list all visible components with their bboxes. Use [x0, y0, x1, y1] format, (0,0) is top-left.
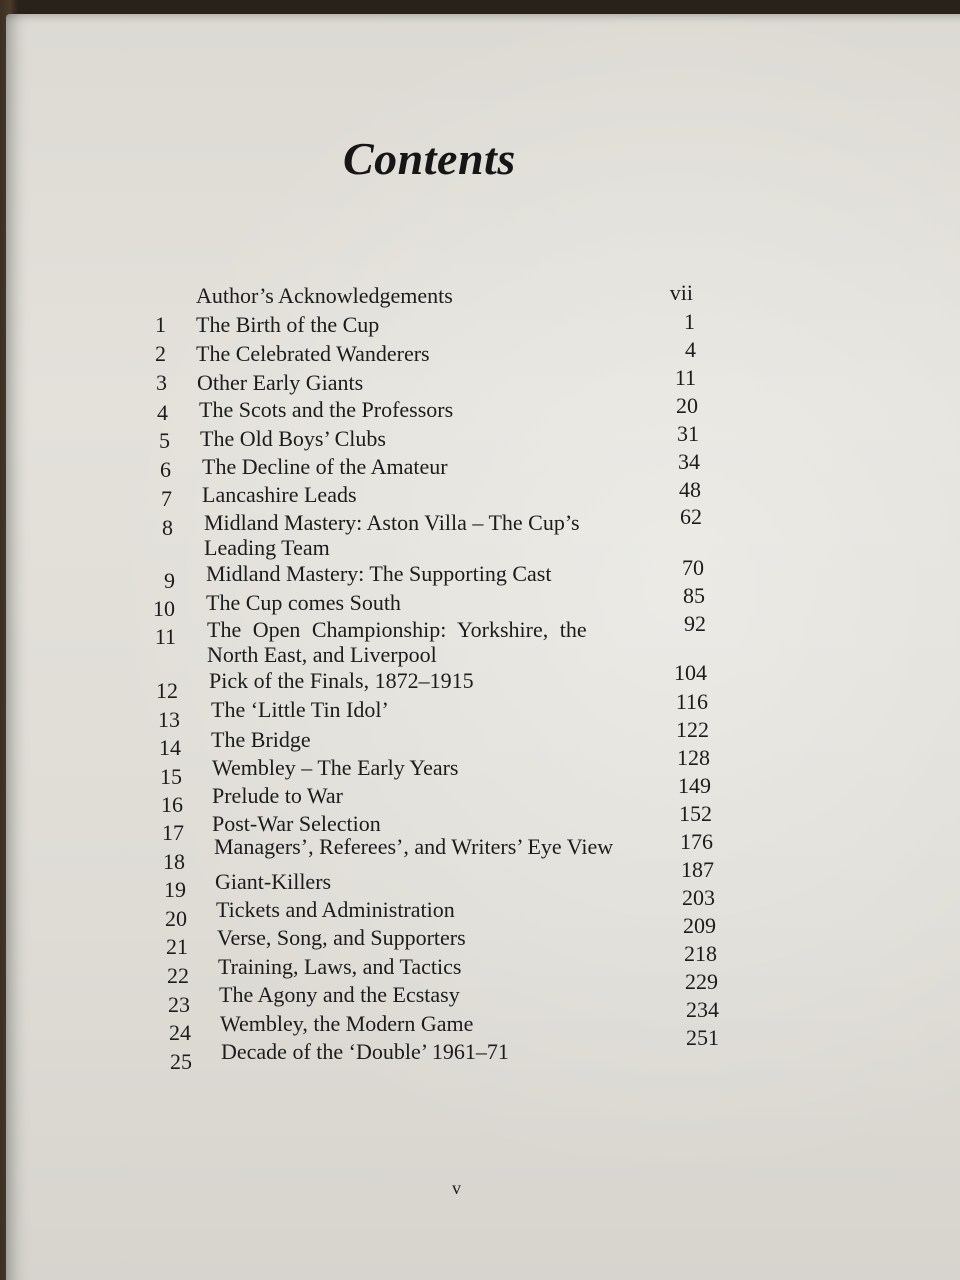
toc-chapter-title: The Celebrated Wanderers	[196, 341, 430, 366]
toc-chapter-page: 104	[674, 660, 707, 685]
toc-chapter-page: 85	[683, 583, 705, 608]
toc-chapter-number: 6	[160, 457, 171, 482]
toc-chapter-page: 203	[682, 885, 715, 910]
toc-chapter-number: 10	[153, 596, 175, 621]
toc-chapter-title: The Agony and the Ecstasy	[219, 982, 460, 1007]
toc-chapter-number: 14	[159, 735, 181, 760]
toc-chapter-number: 15	[160, 764, 182, 789]
toc-chapter-page: 209	[683, 913, 716, 938]
toc-chapter-number: 7	[161, 486, 172, 511]
toc-chapter-number: 24	[169, 1020, 191, 1045]
toc-chapter-title: Wembley, the Modern Game	[220, 1011, 474, 1036]
page-title: Contents	[343, 133, 516, 184]
toc-chapter-page: 92	[684, 611, 706, 636]
toc-chapter-number: 21	[166, 934, 188, 959]
toc-chapter-title: Post-War Selection	[212, 811, 381, 836]
toc-chapter-title: The Old Boys’ Clubs	[200, 426, 386, 451]
toc-chapter-title: The Decline of the Amateur	[202, 454, 448, 479]
toc-chapter-page: 11	[674, 365, 696, 390]
toc-chapter-title: Lancashire Leads	[202, 482, 357, 507]
toc-entry-title: Author’s Acknowledgements	[196, 283, 453, 308]
toc-chapter-number: 4	[157, 400, 168, 425]
book-page	[6, 14, 960, 1280]
toc-chapter-page: 122	[676, 717, 709, 742]
toc-chapter-page: 176	[680, 829, 713, 854]
toc-chapter-number: 8	[162, 515, 173, 540]
page-number: v	[452, 1178, 461, 1198]
toc-chapter-page: 152	[679, 801, 712, 826]
toc-chapter-page: 187	[681, 857, 714, 882]
toc-chapter-page: 48	[679, 477, 701, 502]
toc-chapter-page: 70	[682, 555, 704, 580]
toc-chapter-title: Prelude to War	[212, 783, 344, 808]
toc-chapter-title: Midland Mastery: The Supporting Cast	[206, 561, 552, 586]
toc-chapter-title: Tickets and Administration	[216, 897, 455, 922]
toc-chapter-page: 34	[678, 449, 700, 474]
toc-chapter-title: The Birth of the Cup	[196, 312, 380, 337]
toc-chapter-title: Pick of the Finals, 1872–1915	[209, 668, 474, 693]
toc-chapter-number: 19	[164, 877, 186, 902]
toc-chapter-number: 23	[168, 992, 190, 1017]
toc-chapter-number: 12	[156, 678, 178, 703]
toc-chapter-page: 20	[676, 393, 698, 418]
toc-chapter-page: 31	[677, 421, 699, 446]
toc-chapter-title: The Cup comes South	[206, 590, 401, 615]
toc-chapter-page: 234	[686, 997, 719, 1022]
toc-chapter-title: Managers’, Referees’, and Writers’ Eye View	[214, 834, 614, 859]
toc-chapter-page: 116	[675, 689, 708, 714]
toc-chapter-number: 13	[158, 707, 180, 732]
toc-chapter-number: 11	[154, 624, 176, 649]
toc-chapter-number: 3	[156, 370, 167, 395]
toc-chapter-number: 9	[164, 568, 175, 593]
toc-chapter-page: 251	[686, 1025, 719, 1050]
toc-chapter-number: 22	[167, 963, 189, 988]
toc-chapter-page: 229	[685, 969, 718, 994]
toc-chapter-number: 2	[155, 341, 166, 366]
toc-chapter-title: Decade of the ‘Double’ 1961–71	[221, 1039, 509, 1064]
toc-chapter-number: 25	[170, 1049, 192, 1074]
toc-chapter-title: The ‘Little Tin Idol’	[211, 697, 389, 722]
toc-chapter-number: 18	[163, 849, 185, 874]
toc-entry-page: vii	[669, 280, 693, 305]
toc-chapter-title: The Bridge	[211, 727, 311, 752]
toc-chapter-title-continued: North East, and Liverpool	[207, 642, 437, 667]
toc-chapter-number: 20	[165, 906, 187, 931]
toc-chapter-title: Giant-Killers	[215, 869, 332, 894]
toc-chapter-number: 16	[161, 792, 183, 817]
toc-chapter-number: 1	[155, 312, 166, 337]
toc-chapter-title: Other Early Giants	[197, 370, 364, 395]
toc-chapter-page: 128	[677, 745, 710, 770]
toc-chapter-title: Wembley – The Early Years	[212, 755, 459, 780]
toc-chapter-title: The Scots and the Professors	[199, 397, 454, 422]
toc-chapter-title: Verse, Song, and Supporters	[217, 925, 466, 950]
toc-chapter-title: The Open Championship: Yorkshire, the	[207, 617, 587, 642]
toc-chapter-title: Training, Laws, and Tactics	[218, 954, 462, 979]
toc-chapter-title: Midland Mastery: Aston Villa – The Cup’s	[204, 510, 580, 535]
toc-chapter-page: 4	[685, 337, 696, 362]
toc-chapter-number: 5	[159, 428, 170, 453]
toc-chapter-page: 218	[684, 941, 717, 966]
toc-chapter-page: 1	[684, 309, 695, 334]
toc-chapter-page: 62	[680, 504, 702, 529]
toc-chapter-page: 149	[678, 773, 711, 798]
toc-chapter-title-continued: Leading Team	[204, 535, 330, 560]
toc-chapter-number: 17	[162, 820, 184, 845]
